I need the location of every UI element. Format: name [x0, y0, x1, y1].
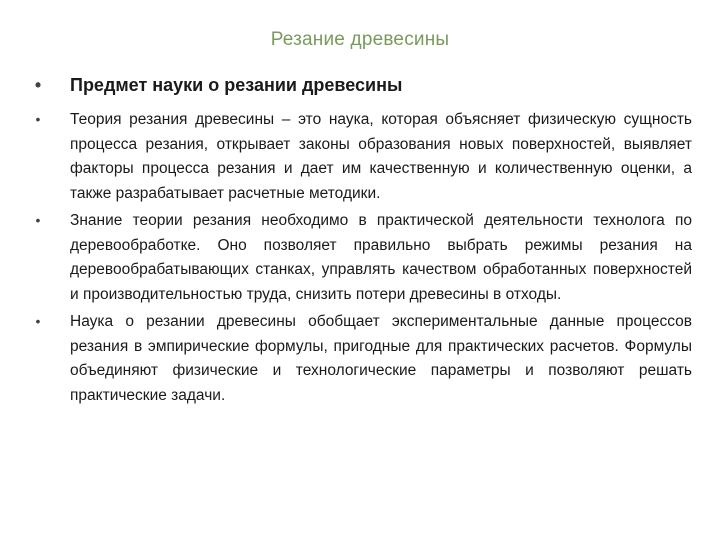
bullet-text: Наука о резании древесины обобщает экспериментальные данные процессов резания в эмпирические формулы, пригодные для практических расчетов. Формулы объединяют физические и технологические параметры и позволяют решать практические задачи. [70, 313, 692, 404]
bullet-icon: • [35, 313, 41, 329]
bullet-text: Предмет науки о резании древесины [70, 75, 403, 95]
bullet-item-generalization [28, 310, 692, 408]
bullet-text: Знание теории резания необходимо в практической деятельности технолога по деревообработке. Оно позволяет правильно выбрать режимы резания на деревообрабатывающих станках, управлять качеством обработанных поверхностей и производительностью труда, снизить потери древесины в отходы. [70, 212, 692, 303]
bullet-item-heading [28, 72, 692, 98]
bullet-item-importance [28, 209, 692, 307]
bullet-text: Теория резания древесины – это наука, которая объясняет физическую сущность процесса резания, открывает законы образования новых поверхностей, выявляет факторы процесса резания и дает им качественную и количественную оценки, а также разрабатывает расчетные методики. [70, 111, 692, 202]
bullet-item-definition [28, 108, 692, 206]
bullet-list [28, 72, 692, 411]
slide-title: Резание древесины [270, 29, 450, 50]
bullet-icon: • [35, 212, 41, 228]
bullet-icon: • [35, 111, 41, 127]
bullet-icon: • [34, 75, 42, 95]
